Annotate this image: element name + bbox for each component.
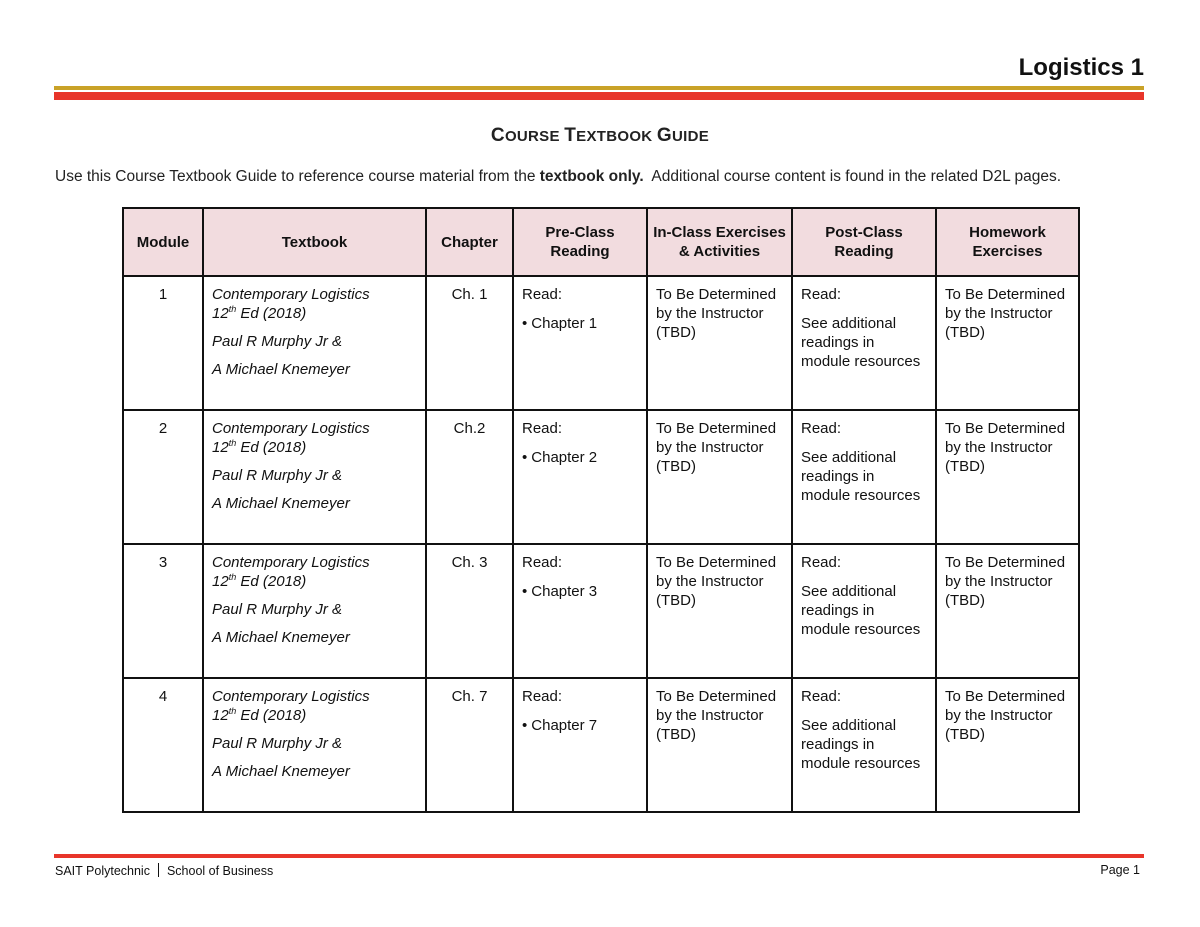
col-header-chapter: Chapter [426, 208, 513, 276]
book-author: Paul R Murphy Jr & [212, 467, 343, 484]
header-red-rule [54, 92, 1144, 100]
bullet-icon: • [522, 315, 528, 332]
homework-cell: To Be Determined by the Instructor (TBD) [936, 276, 1079, 410]
read-label: Read: [801, 420, 842, 437]
textbook-guide-table [122, 207, 1080, 813]
book-edition: 12th Ed (2018) [212, 572, 307, 590]
book-author: Paul R Murphy Jr & [212, 735, 343, 752]
postclass-cell [792, 410, 936, 544]
table-row [123, 678, 1079, 812]
table-row [123, 276, 1079, 410]
chapter-cell: Ch. 1 [426, 276, 513, 410]
table-header-row [123, 208, 1079, 276]
additional-readings-text: See additional readings in module resources [801, 315, 921, 370]
reading-bullet: • Chapter 7 [522, 717, 598, 734]
module-cell: 4 [123, 678, 203, 812]
chapter-cell: Ch. 7 [426, 678, 513, 812]
inclass-cell: To Be Determined by the Instructor (TBD) [647, 410, 792, 544]
module-cell: 2 [123, 410, 203, 544]
textbook-cell [203, 410, 426, 544]
read-label: Read: [801, 286, 842, 303]
col-header-module: Module [123, 208, 203, 276]
book-author: A Michael Knemeyer [212, 495, 350, 512]
homework-cell: To Be Determined by the Instructor (TBD) [936, 410, 1079, 544]
module-cell: 1 [123, 276, 203, 410]
preclass-cell [513, 678, 647, 812]
header-gold-rule [54, 86, 1144, 90]
bullet-icon: • [522, 583, 528, 600]
preclass-cell [513, 276, 647, 410]
read-label: Read: [522, 286, 563, 303]
document-header-title: Logistics 1 [1018, 54, 1144, 81]
inclass-cell: To Be Determined by the Instructor (TBD) [647, 678, 792, 812]
col-header-inclass: In-Class Exercises & Activities [647, 208, 792, 276]
page-title: COURSE TEXTBOOK GUIDE [490, 125, 710, 146]
col-header-preclass: Pre-Class Reading [513, 208, 647, 276]
table-row [123, 544, 1079, 678]
read-label: Read: [522, 554, 563, 571]
book-title: Contemporary Logistics [212, 554, 370, 571]
book-title: Contemporary Logistics [212, 286, 370, 303]
module-cell: 3 [123, 544, 203, 678]
book-author: Paul R Murphy Jr & [212, 333, 343, 350]
homework-cell: To Be Determined by the Instructor (TBD) [936, 544, 1079, 678]
chapter-cell: Ch.2 [426, 410, 513, 544]
bullet-icon: • [522, 717, 528, 734]
col-header-textbook: Textbook [203, 208, 426, 276]
footer-divider [158, 863, 159, 877]
read-label: Read: [801, 554, 842, 571]
read-label: Read: [801, 688, 842, 705]
book-author: A Michael Knemeyer [212, 629, 350, 646]
book-author: A Michael Knemeyer [212, 361, 350, 378]
col-header-postclass: Post-Class Reading [792, 208, 936, 276]
book-edition: 12th Ed (2018) [212, 706, 307, 724]
inclass-cell: To Be Determined by the Instructor (TBD) [647, 276, 792, 410]
textbook-cell [203, 276, 426, 410]
postclass-cell [792, 678, 936, 812]
reading-bullet: • Chapter 2 [522, 449, 598, 466]
postclass-cell [792, 276, 936, 410]
chapter-cell: Ch. 3 [426, 544, 513, 678]
textbook-cell [203, 678, 426, 812]
bullet-icon: • [522, 449, 528, 466]
postclass-cell [792, 544, 936, 678]
preclass-cell [513, 544, 647, 678]
reading-bullet: • Chapter 1 [522, 315, 598, 332]
book-author: A Michael Knemeyer [212, 763, 350, 780]
book-author: Paul R Murphy Jr & [212, 601, 343, 618]
book-edition: 12th Ed (2018) [212, 438, 307, 456]
book-edition: 12th Ed (2018) [212, 304, 307, 322]
additional-readings-text: See additional readings in module resources [801, 717, 921, 772]
footer-red-rule [54, 854, 1144, 858]
table-row [123, 410, 1079, 544]
book-title: Contemporary Logistics [212, 688, 370, 705]
inclass-cell: To Be Determined by the Instructor (TBD) [647, 544, 792, 678]
col-header-homework: Homework Exercises [936, 208, 1079, 276]
homework-cell: To Be Determined by the Instructor (TBD) [936, 678, 1079, 812]
footer-page-number: Page 1 [1100, 863, 1140, 877]
book-title: Contemporary Logistics [212, 420, 370, 437]
intro-paragraph: Use this Course Textbook Guide to reference course material from the textbook only. Additional course content is found in the related D2L pages. [55, 168, 1062, 185]
textbook-cell [203, 544, 426, 678]
read-label: Read: [522, 420, 563, 437]
reading-bullet: • Chapter 3 [522, 583, 598, 600]
read-label: Read: [522, 688, 563, 705]
additional-readings-text: See additional readings in module resources [801, 449, 921, 504]
preclass-cell [513, 410, 647, 544]
footer-organization: SAIT Polytechnic School of Business [55, 864, 274, 878]
additional-readings-text: See additional readings in module resources [801, 583, 921, 638]
